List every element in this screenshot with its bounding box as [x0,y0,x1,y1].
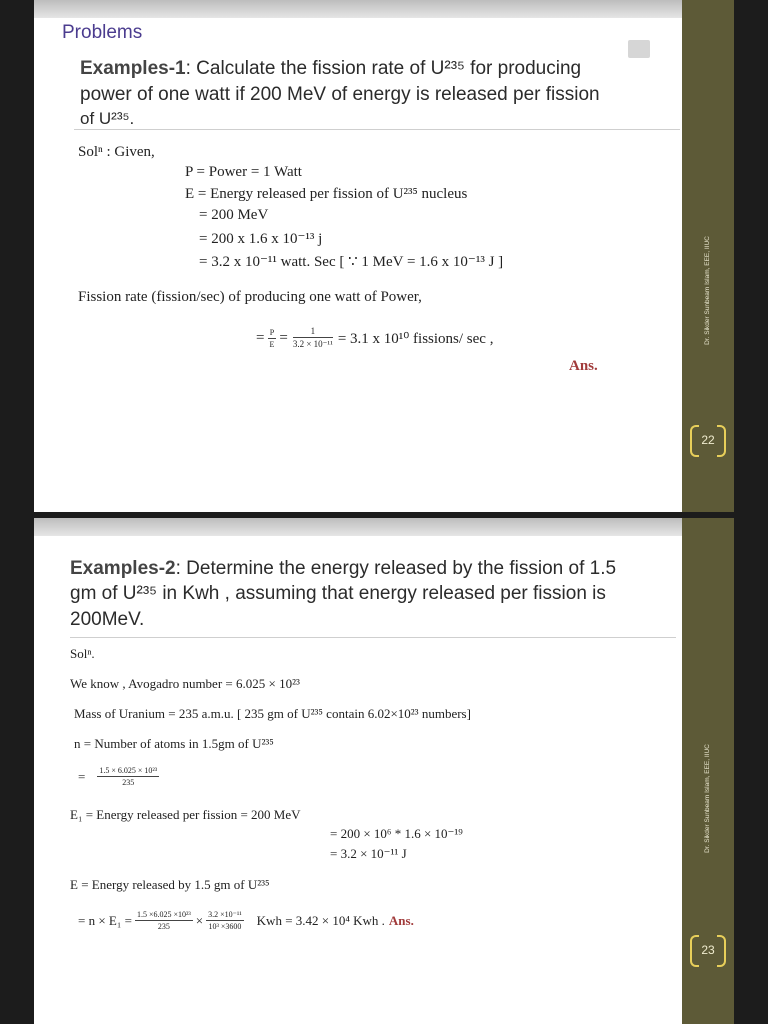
fraction-numerator: 1 [293,326,334,338]
divider [70,637,676,638]
n-denominator: 235 [122,778,135,787]
slide-22 [34,0,734,512]
slide-heading: Problems [62,22,143,43]
example-1-label: Examples-1 [80,58,186,79]
eq-prefix: = [256,329,265,346]
e-equation [78,910,414,931]
fission-rate-equation [256,326,493,350]
slide-top-bar [34,518,682,536]
e-prefix: = n × E₁ = [78,912,132,928]
slide-23 [34,518,734,1024]
n-line: n = Number of atoms in 1.5gm of U²³⁵ [74,736,274,751]
slide-icon [628,40,650,58]
p-symbol: P [269,327,275,337]
e-numerator-1: 1.5 ×6.025 ×10²³ [136,910,191,919]
energy-mev-line: = 200 MeV [199,207,269,223]
energy-watt-sec-line: = 3.2 x 10⁻¹¹ watt. Sec [ ∵ 1 MeV = 1.6 x 10⁻¹³ J ] [199,254,504,270]
author-credit: Dr. Sikder Sunbeam Islam, EEE, IIUC [703,743,711,853]
mass-line: Mass of Uranium = 235 a.m.u. [ 235 gm of U²³⁵ contain 6.02×10²³ numbers] [74,706,471,721]
e1-result-line: = 3.2 × 10⁻¹¹ J [330,846,407,861]
energy-joule-line: = 200 x 1.6 x 10⁻¹³ j [199,231,323,247]
e-fraction-2 [206,910,244,931]
example-1-question-line-2: power of one watt if 200 MeV of energy is released per fission [80,84,600,105]
e-line: E = Energy released by 1.5 gm of U²³⁵ [70,877,270,892]
answer-label: Ans. [388,912,414,928]
eq-result: = 3.1 x 10¹⁰ fissions/ sec , [337,330,494,347]
p-over-e [267,328,276,349]
fraction-denominator: 3.2 × 10⁻¹¹ [292,339,333,349]
example-2-question-line-2: gm of U²³⁵ in Kwh , assuming that energy released per fission is [70,583,606,604]
example-2-question-line-3: 200MeV. [70,609,145,630]
n-numerator: 1.5 × 6.025 × 10²³ [99,766,158,775]
answer-label: Ans. [569,358,598,374]
avogadro-line: We know , Avogadro number = 6.025 × 10²³ [70,676,300,691]
n-equation [78,766,162,787]
power-line: P = Power = 1 Watt [185,164,302,180]
n-eq-sign: = [78,768,86,784]
solution-label: Solⁿ : Given, [78,144,155,160]
e-times: × [195,912,204,928]
e-numerator-2: 3.2 ×10⁻¹¹ [208,910,242,919]
example-2-question-line-1 [70,556,616,581]
fraction [291,326,335,350]
solution-label: Solⁿ. [70,646,95,661]
fission-rate-line: Fission rate (fission/sec) of producing one watt of Power, [78,289,422,305]
e-result: Kwh = 3.42 × 10⁴ Kwh . [256,912,385,928]
slide-sidebar [682,518,734,1024]
example-1-question-line-3: of U²³⁵. [80,109,135,128]
e-fraction-1 [135,910,193,931]
energy-line: E = Energy released per fission of U²³⁵ nucleus [185,186,468,202]
n-fraction [97,766,159,787]
example-1-question-line-1 [80,56,581,81]
slide-sidebar [682,0,734,512]
example-2-question-text: : Determine the energy released by the fission of 1.5 [175,558,617,579]
e-symbol: E [269,339,275,349]
slide-top-bar [34,0,682,18]
page-number: 22 [686,425,730,455]
page-number: 23 [686,935,730,965]
e-denominator-2: 10³ ×3600 [208,922,242,931]
e1-calc-line: = 200 × 10⁶ * 1.6 × 10⁻¹⁹ [330,826,463,841]
author-credit: Dr. Sikder Sunbeam Islam, EEE, IIUC [703,235,711,345]
e1-line: E₁ = Energy released per fission = 200 MeV [70,807,301,822]
e-denominator-1: 235 [157,922,170,931]
example-1-question-text: : Calculate the fission rate of U²³⁵ for producing [185,58,582,79]
example-2-label: Examples-2 [70,558,176,579]
eq-mid: = [279,329,288,346]
divider [74,129,680,130]
